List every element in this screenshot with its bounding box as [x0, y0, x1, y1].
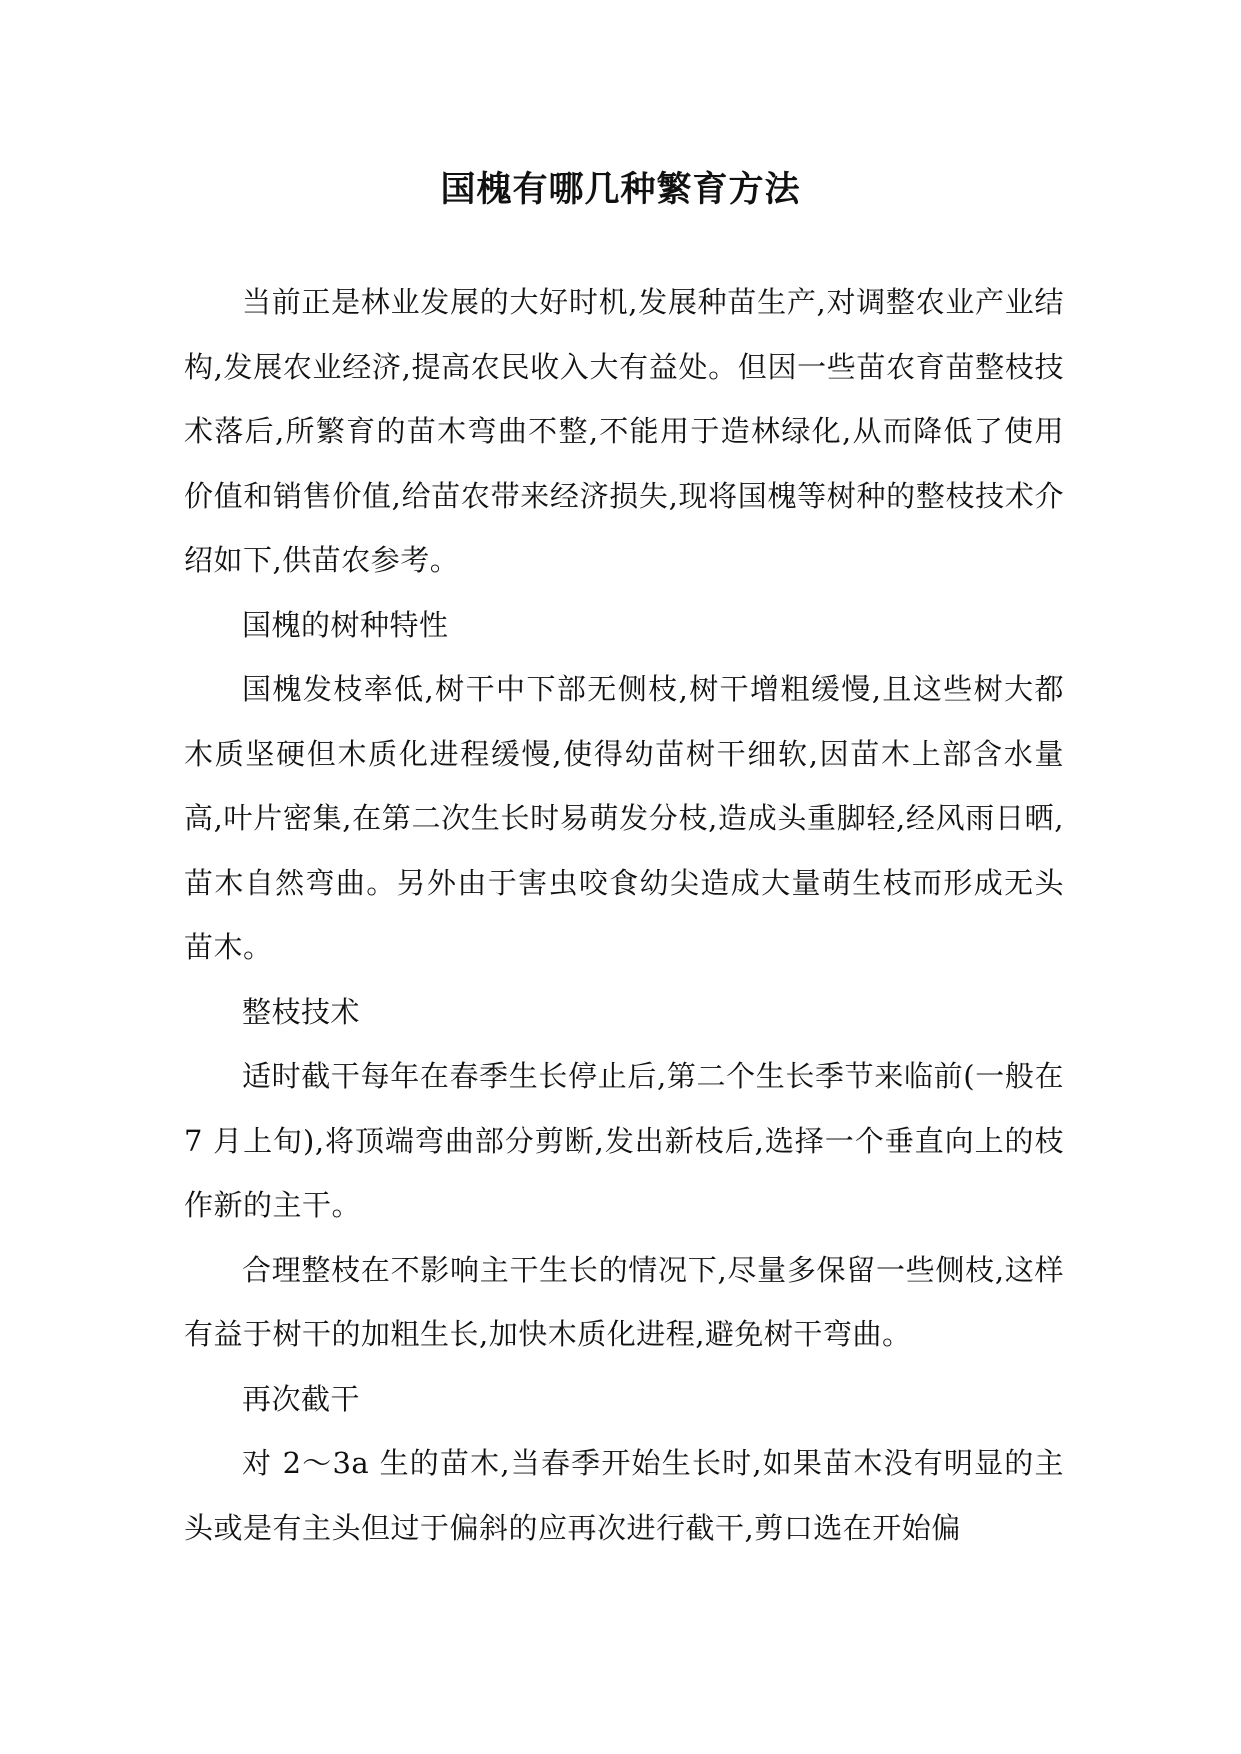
section-heading-recut: 再次截干 — [242, 1381, 361, 1416]
paragraph-reasonable-pruning: 合理整枝在不影响主干生长的情况下,尽量多保留一些侧枝,这样有益于树干的加粗生长,加快木质化进程,避免树干弯曲。 — [184, 1252, 1064, 1351]
section-heading-species-traits: 国槐的树种特性 — [242, 607, 449, 642]
paragraph-recut: 对 2～3a 生的苗木,当春季开始生长时,如果苗木没有明显的主头或是有主头但过于偏斜的应再次进行截干,剪口选在开始偏 — [184, 1446, 1064, 1545]
document-title: 国槐有哪几种繁育方法 — [440, 169, 801, 210]
paragraph-intro: 当前正是林业发展的大好时机,发展种苗生产,对调整农业产业结构,发展农业经济,提高农民收入大有益处。但因一些苗农育苗整枝技术落后,所繁育的苗木弯曲不整,不能用于造林绿化,从而降低了使用价值和销售价值,给苗农带来经济损失,现将国槐等树种的整枝技术介绍如下,供苗农参考。 — [184, 285, 1064, 577]
document-body — [184, 270, 1064, 1560]
paragraph-timely-cutting: 适时截干每年在春季生长停止后,第二个生长季节来临前(一般在 7 月上旬),将顶端弯曲部分剪断,发出新枝后,选择一个垂直向上的枝作新的主干。 — [184, 1059, 1064, 1222]
paragraph-species-traits: 国槐发枝率低,树干中下部无侧枝,树干增粗缓慢,且这些树大都木质坚硬但木质化进程缓慢,使得幼苗树干细软,因苗木上部含水量高,叶片密集,在第二次生长时易萌发分枝,造成头重脚轻,经风雨日晒,苗木自然弯曲。另外由于害虫咬食幼尖造成大量萌生枝而形成无头苗木。 — [184, 672, 1064, 964]
section-heading-pruning-technique: 整枝技术 — [242, 994, 361, 1029]
